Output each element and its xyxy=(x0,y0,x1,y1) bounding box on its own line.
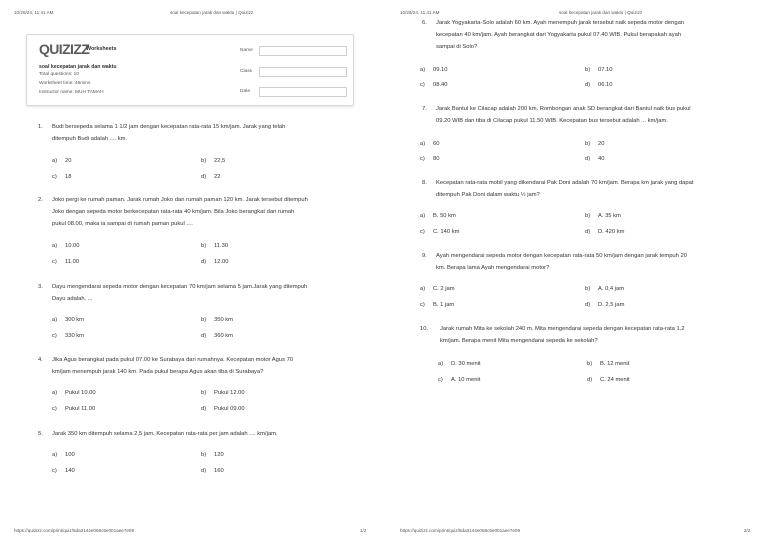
question-text: Jarak 350 km ditempuh selama 2,5 jam. Kecepatan rata-rata per jam adalah .... km/jam. xyxy=(52,431,278,437)
question-text: kecepatan 40 km/jam. Ayah berangkat dari Yogyakarta pukul 07.40 WIB. Pukul berapakah ayah xyxy=(436,32,682,38)
quiz-title: soal kecepatan jarak dan waktu xyxy=(39,64,117,70)
option-text: 07.10 xyxy=(598,67,613,73)
worksheet-page-2 xyxy=(384,0,768,543)
question-text: Dayu mengendarai sepeda motor dengan kecepatan 70 km/jam selama 5 jam.Jarak yang ditempuh xyxy=(52,284,308,290)
question-number: 10. xyxy=(420,326,429,332)
option-letter: b) xyxy=(201,243,207,249)
answer-option[interactable] xyxy=(52,406,95,412)
answer-option[interactable] xyxy=(585,229,624,235)
answer-option[interactable] xyxy=(201,317,233,323)
answer-option[interactable] xyxy=(585,213,621,219)
question-text: km. Berapa lama Ayah mengendarai motor? xyxy=(436,265,550,271)
option-text: 22,5 xyxy=(214,158,226,164)
option-text: 10.00 xyxy=(65,243,80,249)
worksheet-header-card xyxy=(26,34,354,106)
option-letter: d) xyxy=(585,156,591,162)
option-text: 08.40 xyxy=(433,82,448,88)
option-letter: a) xyxy=(52,452,58,458)
option-letter: b) xyxy=(585,67,591,73)
question-text: Joko dengan sepeda motor berkecepatan rata-rata 40 km/jam. Bila Joko berangkat dari rumah xyxy=(52,209,295,215)
answer-option[interactable] xyxy=(420,141,439,147)
option-letter: a) xyxy=(420,141,426,147)
option-text: Pukul 09.00 xyxy=(214,406,245,412)
option-letter: a) xyxy=(420,286,426,292)
option-letter: d) xyxy=(587,377,593,383)
option-letter: c) xyxy=(52,259,57,265)
option-letter: c) xyxy=(420,156,425,162)
option-letter: d) xyxy=(585,229,591,235)
answer-option[interactable] xyxy=(585,141,604,147)
option-letter: c) xyxy=(420,302,425,308)
option-letter: c) xyxy=(52,406,57,412)
question-text: km/jam menempuh jarak 140 km. Pada pukul berapa Agus akan tiba di Surabaya? xyxy=(52,369,264,375)
option-letter: b) xyxy=(201,452,207,458)
answer-option[interactable] xyxy=(201,406,245,412)
answer-option[interactable] xyxy=(420,213,456,219)
option-text: C. 2 jam xyxy=(433,286,455,292)
option-letter: d) xyxy=(201,259,207,265)
question-text: Ayah mengendarai sepeda motor dengan kecepatan rata-rata 50 km/jam dengan jarak tempuh 20 xyxy=(436,253,687,259)
page-number: 1/2 xyxy=(360,528,367,533)
option-text: 22 xyxy=(214,174,221,180)
print-url: https://quizizz.com/print/quiz/5da3144e068c5e001aee7e09 xyxy=(400,528,521,533)
question-text: Jarak rumah Mita ke sekolah 240 m. Mita mengendarai sepeda dengan kecepatan rata-rata 1,2 xyxy=(440,326,685,332)
question-text: Dayu adalah. ... xyxy=(52,296,93,302)
option-text: C. 24 menit xyxy=(600,377,630,383)
option-text: 140 xyxy=(65,468,75,474)
question-text: km/jam. Berapa menit Mita mengendarai sepeda ke sekolah? xyxy=(440,338,598,344)
option-text: Pukul 12.00 xyxy=(214,390,245,396)
option-letter: d) xyxy=(201,333,207,339)
option-text: B. 50 km xyxy=(433,213,456,219)
answer-option[interactable] xyxy=(420,229,459,235)
option-text: D. 2,5 jam xyxy=(598,302,625,308)
question-text: ditempuh Budi adalah .... km. xyxy=(52,136,128,142)
answer-option[interactable] xyxy=(438,377,480,383)
option-text: 300 km xyxy=(65,317,85,323)
answer-option[interactable] xyxy=(201,468,224,474)
name-label: Name xyxy=(240,48,253,53)
option-text: 18 xyxy=(65,174,72,180)
option-letter: a) xyxy=(52,317,58,323)
option-letter: c) xyxy=(438,377,443,383)
answer-option[interactable] xyxy=(438,361,481,367)
option-letter: c) xyxy=(52,333,57,339)
option-text: 360 km xyxy=(214,333,234,339)
option-letter: b) xyxy=(585,141,591,147)
logo-subtitle: Worksheets xyxy=(86,46,117,52)
answer-option[interactable] xyxy=(52,158,71,164)
answer-option[interactable] xyxy=(585,82,613,88)
option-text: 06.10 xyxy=(598,82,613,88)
option-letter: a) xyxy=(52,158,58,164)
option-text: 80 xyxy=(433,156,440,162)
option-text: 120 xyxy=(214,452,224,458)
question-text: ditempuh Pak Doni dalam waktu ½ jam? xyxy=(436,192,540,198)
option-letter: d) xyxy=(585,302,591,308)
print-page-title: soal kecepatan jarak dan waktu | Quizizz xyxy=(559,10,643,15)
option-text: 12.00 xyxy=(214,259,229,265)
answer-option[interactable] xyxy=(52,468,75,474)
option-text: A. 0,4 jam xyxy=(598,286,625,292)
answer-option[interactable] xyxy=(585,156,604,162)
option-letter: d) xyxy=(201,468,207,474)
quizizz-logo: QUIZIZZ xyxy=(39,41,90,57)
option-letter: a) xyxy=(438,361,444,367)
answer-option[interactable] xyxy=(420,156,439,162)
option-text: 40 xyxy=(598,156,605,162)
option-letter: b) xyxy=(585,286,591,292)
answer-option[interactable] xyxy=(201,158,225,164)
question-number: 2. xyxy=(38,197,43,203)
question-number: 4. xyxy=(38,357,43,363)
option-letter: b) xyxy=(587,361,593,367)
option-letter: d) xyxy=(201,174,207,180)
option-letter: a) xyxy=(52,390,58,396)
class-label: Class xyxy=(240,69,252,74)
option-letter: b) xyxy=(201,390,207,396)
option-text: 100 xyxy=(65,452,75,458)
question-number: 8. xyxy=(422,180,427,186)
question-number: 3. xyxy=(38,284,43,290)
total-questions: Total questions: 10 xyxy=(39,72,80,77)
option-text: D. 420 km xyxy=(598,229,625,235)
class-field[interactable] xyxy=(259,67,347,77)
option-text: 160 xyxy=(214,468,224,474)
answer-option[interactable] xyxy=(52,317,84,323)
option-letter: c) xyxy=(52,174,57,180)
answer-option[interactable] xyxy=(585,286,624,292)
option-letter: c) xyxy=(52,468,57,474)
answer-option[interactable] xyxy=(420,82,448,88)
option-text: 09.10 xyxy=(433,67,448,73)
answer-option[interactable] xyxy=(201,243,228,249)
answer-option[interactable] xyxy=(52,390,96,396)
answer-option[interactable] xyxy=(585,67,613,73)
question-text: pukul 08.00, maka ia sampai di rumah paman pukul .... xyxy=(52,221,193,227)
option-letter: b) xyxy=(201,158,207,164)
option-text: 20 xyxy=(598,141,605,147)
answer-option[interactable] xyxy=(52,243,80,249)
answer-option[interactable] xyxy=(201,333,233,339)
worksheet-time: Worksheet time: 46mins xyxy=(39,81,91,86)
option-letter: d) xyxy=(201,406,207,412)
option-text: 350 km xyxy=(214,317,234,323)
answer-option[interactable] xyxy=(585,302,624,308)
option-letter: d) xyxy=(585,82,591,88)
option-letter: a) xyxy=(420,213,426,219)
answer-option[interactable] xyxy=(587,377,630,383)
question-number: 5. xyxy=(38,431,43,437)
option-text: A. 10 menit xyxy=(451,377,481,383)
option-text: B. 12 menit xyxy=(600,361,630,367)
option-letter: b) xyxy=(585,213,591,219)
option-letter: c) xyxy=(420,82,425,88)
option-text: 330 km xyxy=(65,333,85,339)
option-text: Pukul 10.00 xyxy=(65,390,96,396)
print-timestamp: 10/26/24, 11:41 AM xyxy=(400,10,440,15)
option-text: 11.00 xyxy=(65,259,80,265)
print-url: https://quizizz.com/print/quiz/5da3144e068c5e001aee7e09 xyxy=(14,528,135,533)
option-letter: c) xyxy=(420,229,425,235)
answer-option[interactable] xyxy=(201,174,220,180)
answer-option[interactable] xyxy=(52,452,75,458)
option-letter: a) xyxy=(52,243,58,249)
option-text: D. 30 menit xyxy=(451,361,481,367)
question-text: Kecepatan rata-rata mobil yang dikendarai Pak Doni adalah 70 km/jam. Berapa km jarak yang dapat xyxy=(436,180,694,186)
option-letter: b) xyxy=(201,317,207,323)
instructor-name: Instructor name: MUH TAMAH xyxy=(39,90,104,95)
question-number: 7. xyxy=(422,106,427,112)
question-text: Jarak Yogyakarta-Solo adalah 60 km. Ayah menempuh jarak tersebut naik sepeda motor dengan xyxy=(436,20,685,26)
question-text: Jika Agus berangkat pada pukul 07.00 ke Surabaya dari rumahnya. Kecepatan motor Agus 70 xyxy=(52,357,294,363)
question-number: 6. xyxy=(422,20,427,26)
question-text: sampai di Solo? xyxy=(436,44,478,50)
answer-option[interactable] xyxy=(201,452,224,458)
option-text: 20 xyxy=(65,158,72,164)
question-text: 09.20 WIB dan tiba di Cilacap pukul 11.50 WIB. Kecepatan bus tersebut adalah ... km/jam. xyxy=(436,118,668,124)
name-field[interactable] xyxy=(259,46,347,56)
option-text: B. 1 jam xyxy=(433,302,455,308)
answer-option[interactable] xyxy=(52,333,84,339)
option-text: C. 140 km xyxy=(433,229,460,235)
option-text: 60 xyxy=(433,141,440,147)
option-text: 11.30 xyxy=(214,243,229,249)
question-text: Budi bersepeda selama 1 1/2 jam dengan kecepatan rata-rata 15 km/jam. Jarak yang telah xyxy=(52,124,286,130)
answer-option[interactable] xyxy=(420,286,455,292)
print-page-title: soal kecepatan jarak dan waktu | Quizizz xyxy=(170,10,254,15)
question-number: 9. xyxy=(422,253,427,259)
answer-option[interactable] xyxy=(201,390,245,396)
question-text: Joko pergi ke rumah paman. Jarak rumah Joko dan rumah paman 120 km. Jarak tersebut ditempuh xyxy=(52,197,308,203)
answer-option[interactable] xyxy=(201,259,229,265)
date-field[interactable] xyxy=(259,87,347,97)
question-text: Jarak Bantul ke Cilacap adalah 200 km. Rombongan anak SD berangkat dari Bantul naik bus pukul xyxy=(436,106,691,112)
option-text: Pukul 11.00 xyxy=(65,406,96,412)
print-timestamp: 10/26/24, 11:41 AM xyxy=(14,10,54,15)
page-number: 2/2 xyxy=(744,528,751,533)
option-letter: a) xyxy=(420,67,426,73)
answer-option[interactable] xyxy=(587,361,629,367)
option-text: A. 35 km xyxy=(598,213,621,219)
question-number: 1. xyxy=(38,124,43,130)
answer-option[interactable] xyxy=(420,67,448,73)
answer-option[interactable] xyxy=(420,302,454,308)
date-label: Date xyxy=(240,89,251,94)
answer-option[interactable] xyxy=(52,259,79,265)
answer-option[interactable] xyxy=(52,174,71,180)
